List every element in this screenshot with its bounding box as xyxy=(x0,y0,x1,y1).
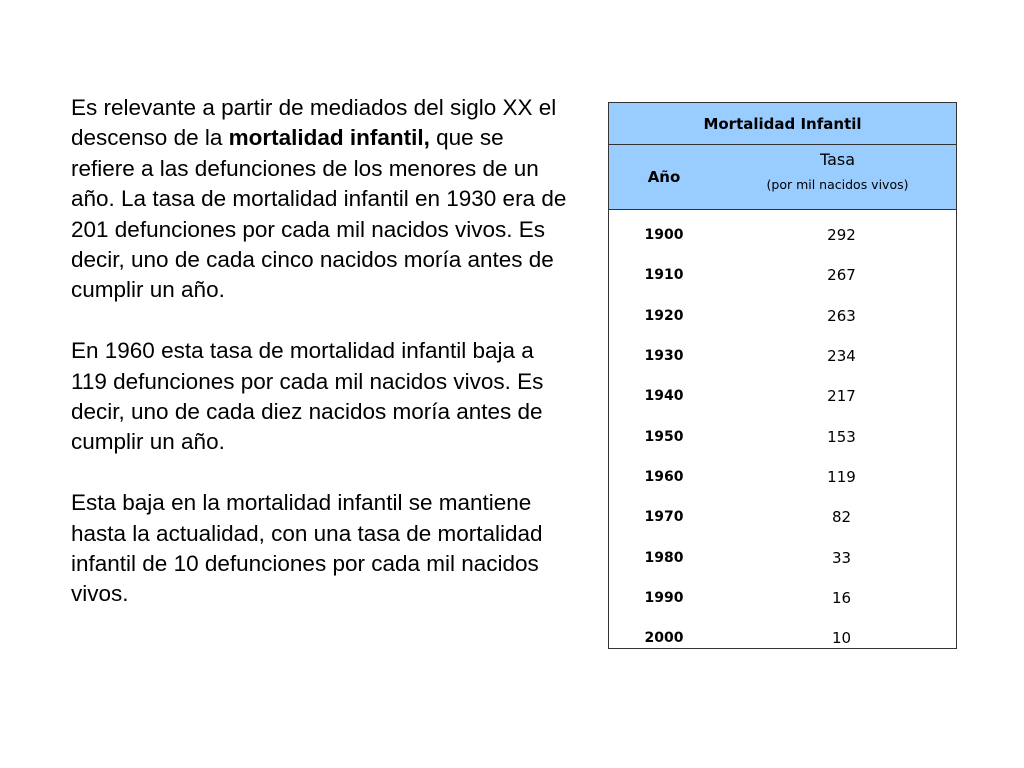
table-row xyxy=(609,416,956,456)
row-rate: 234 xyxy=(827,347,856,366)
column-header-rate-label: Tasa xyxy=(819,150,856,169)
table-row xyxy=(609,296,956,336)
table-row xyxy=(609,215,956,255)
paragraph-1-end: que se refiere a las defunciones de los menores de un año. La tasa de mortalidad infantil en 1930 era de 201 defunciones por cada mil nacidos vivos. Es decir, uno de cada cinco nacidos moría antes de cumplir un año. xyxy=(71,125,567,303)
row-year: 1900 xyxy=(644,227,684,244)
body-text xyxy=(71,93,571,610)
row-year: 1990 xyxy=(644,589,684,606)
row-year: 1920 xyxy=(644,307,684,324)
row-rate: 263 xyxy=(827,306,856,325)
table-row xyxy=(609,376,956,416)
row-year: 1970 xyxy=(644,509,684,526)
row-rate: 16 xyxy=(831,588,852,607)
paragraph-1 xyxy=(71,93,571,306)
row-year: 1910 xyxy=(644,267,684,284)
table-row xyxy=(609,618,956,658)
row-rate: 267 xyxy=(827,266,856,285)
row-rate: 217 xyxy=(827,387,856,406)
table-row xyxy=(609,255,956,295)
row-rate: 82 xyxy=(831,508,852,527)
paragraph-1-emphasis: mortalidad infantil, xyxy=(228,125,430,151)
column-header-rate xyxy=(719,145,956,209)
row-year: 1940 xyxy=(644,388,684,405)
table-body xyxy=(609,210,956,658)
table-title: Mortalidad Infantil xyxy=(609,103,956,145)
row-rate: 33 xyxy=(831,548,852,567)
row-rate: 10 xyxy=(831,629,852,648)
paragraph-1-start: Es relevante a partir de mediados del siglo XX el descenso de la xyxy=(71,95,557,151)
paragraph-2: En 1960 esta tasa de mortalidad infantil baja a 119 defunciones por cada mil nacidos vivos. Es decir, uno de cada diez nacidos moría antes de cumplir un año. xyxy=(71,338,544,455)
row-rate: 153 xyxy=(827,427,856,446)
row-year: 1960 xyxy=(644,468,684,485)
row-year: 1950 xyxy=(644,428,684,445)
mortality-table xyxy=(608,102,957,649)
row-year: 2000 xyxy=(644,630,684,647)
paragraph-3: Esta baja en la mortalidad infantil se mantiene hasta la actualidad, con una tasa de mortalidad infantil de 10 defunciones por cada mil nacidos vivos. xyxy=(71,490,543,607)
row-rate: 292 xyxy=(827,226,856,245)
table-row xyxy=(609,457,956,497)
row-year: 1980 xyxy=(644,549,684,566)
column-header-year: Año xyxy=(647,168,681,186)
table-header xyxy=(609,145,956,210)
table-row xyxy=(609,336,956,376)
column-header-rate-unit: (por mil nacidos vivos) xyxy=(766,177,909,192)
row-year: 1930 xyxy=(644,348,684,365)
row-rate: 119 xyxy=(827,467,856,486)
table-row xyxy=(609,537,956,577)
table-row xyxy=(609,497,956,537)
table-row xyxy=(609,578,956,618)
